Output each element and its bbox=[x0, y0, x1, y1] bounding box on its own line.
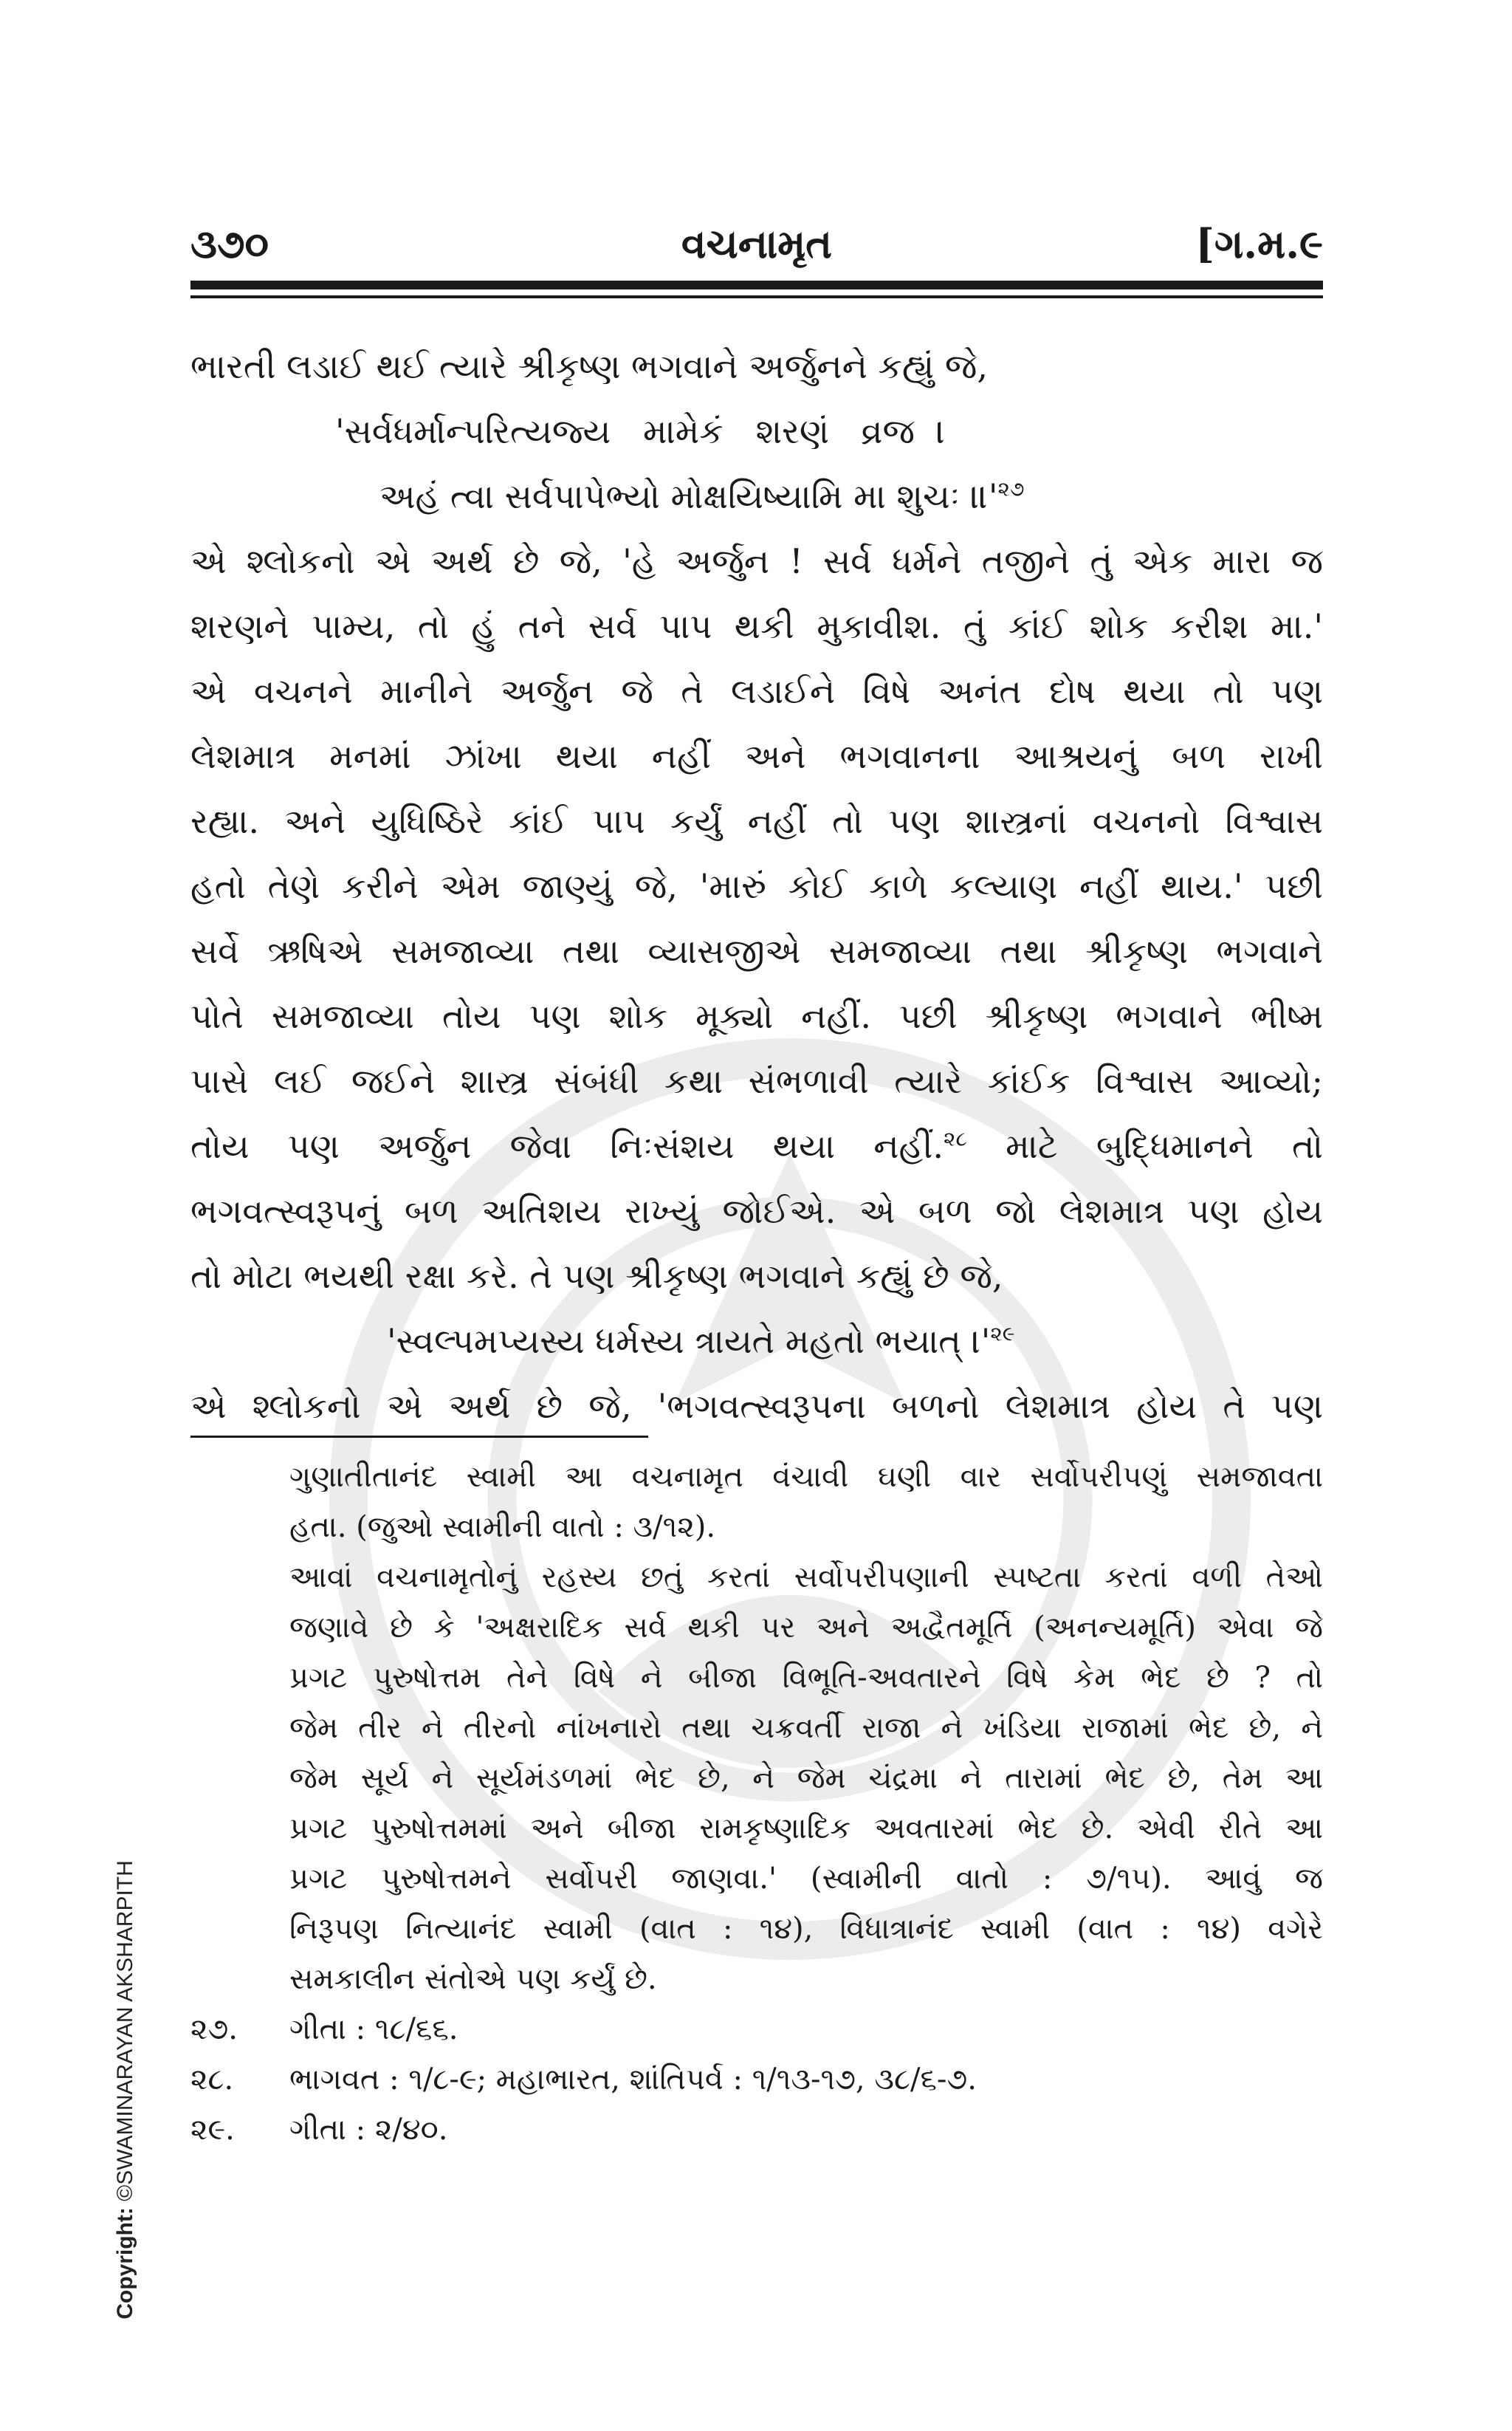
footnote-marker: ૨૯ bbox=[990, 1321, 1015, 1346]
footnote-text: ગીતા : ૨/૪૦. bbox=[289, 2113, 448, 2147]
sanskrit-verse-line bbox=[190, 464, 1323, 529]
text-line: એ શ્લોકનો એ અર્થ છે જે, 'હે અર્જુન ! સર્વ ધર્મને તજીને તું એક મારા જ bbox=[190, 541, 1323, 581]
section-reference: [ગ.મ.૯ bbox=[1195, 220, 1323, 267]
main-text bbox=[190, 334, 1323, 1439]
footnote-line: જણાવે છે કે 'અક્ષરાદિક સર્વ થકી પર અને અદ્વૈતમૂર્તિ (અનન્યમૂર્તિ) એવા જે bbox=[289, 1611, 1323, 1645]
footnote-divider bbox=[190, 1436, 648, 1438]
footnote-marker: ૨૮ bbox=[944, 1126, 967, 1151]
text-line: એ શ્લોકનો એ અર્થ છે જે, 'ભગવત્સ્વરૂપના બળનો લેશમાત્ર હોય તે પણ bbox=[190, 1386, 1323, 1426]
footnote-line: પ્રગટ પુરુષોત્તમ તેને વિષે ને બીજા વિભૂતિ-અવતારને વિષે કેમ ભેદ છે ? તો bbox=[289, 1661, 1323, 1695]
copyright-notice bbox=[113, 1860, 138, 2319]
footnote-number: ૨૯. bbox=[190, 2113, 235, 2147]
verse-text: અહં ત્વા સર્વપાપેભ્યો મોક્ષયિષ્યામિ મા શુચઃ ॥' bbox=[379, 476, 998, 516]
footnote-line: જેમ તીર ને તીરનો નાંખનારો તથા ચક્રવર્તી રાજા ને ખંડિયા રાજામાં ભેદ છે, ને bbox=[289, 1711, 1323, 1745]
text-line: લેશમાત્ર મનમાં ઝાંખા થયા નહીં અને ભગવાનના આશ્રયનું બળ રાખી bbox=[190, 736, 1323, 776]
footnote-paragraph bbox=[289, 1452, 1323, 1552]
text-line: પાસે લઈ જઈને શાસ્ત્ર સંબંધી કથા સંભળાવી ત્યારે કાંઈક વિશ્વાસ આવ્યો; bbox=[190, 1061, 1323, 1101]
text-line: ભારતી લડાઈ થઈ ત્યારે શ્રીકૃષ્ણ ભગવાને અર્જુનને કહ્યું જે, bbox=[190, 346, 988, 386]
footnote-item bbox=[190, 2054, 1323, 2105]
text-line: હતો તેણે કરીને એમ જાણ્યું જે, 'મારું કોઈ કાળે કલ્યાણ નહીં થાય.' પછી bbox=[190, 866, 1323, 906]
text-line: પોતે સમજાવ્યા તોય પણ શોક મૂક્યો નહીં. પછી શ્રીકૃષ્ણ ભગવાને ભીષ્મ bbox=[190, 996, 1323, 1036]
footnote-item bbox=[190, 2105, 1323, 2155]
text-line: તો મોટા ભયથી રક્ષા કરે. તે પણ શ્રીકૃષ્ણ ભગવાને કહ્યું છે જે, bbox=[190, 1256, 1003, 1296]
page-header bbox=[190, 214, 1323, 273]
text-segment: માટે બુદ્ધિમાનને તો bbox=[966, 1126, 1323, 1166]
footnote-line: આવાં વચનામૃતોનું રહસ્ય છતું કરતાં સર્વોપરીપણાની સ્પષ્ટતા કરતાં વળી તેઓ bbox=[289, 1560, 1323, 1594]
header-rule-thick bbox=[190, 281, 1323, 289]
text-line bbox=[190, 1114, 1323, 1179]
footnotes bbox=[190, 1452, 1323, 2155]
footnote-number: ૨૮. bbox=[190, 2063, 234, 2096]
page-number: ૩૭૦ bbox=[190, 220, 269, 267]
footnote-paragraph bbox=[289, 1552, 1323, 2004]
footnote-text: ગીતા : ૧૮/૬૬. bbox=[289, 2012, 458, 2046]
copyright-text: ©SWAMINARAYAN AKSHARPITH bbox=[113, 1860, 137, 2208]
text-line: ભગવત્સ્વરૂપનું બળ અતિશય રાખ્યું જોઈએ. એ બળ જો લેશમાત્ર પણ હોય bbox=[190, 1191, 1323, 1231]
text-line: રહ્યા. અને યુધિષ્ઠિરે કાંઈ પાપ કર્યું નહીં તો પણ શાસ્ત્રનાં વચનનો વિશ્વાસ bbox=[190, 801, 1323, 841]
text-line: સર્વે ઋષિએ સમજાવ્યા તથા વ્યાસજીએ સમજાવ્યા તથા શ્રીકૃષ્ણ ભગવાને bbox=[190, 931, 1323, 971]
text-line: શરણને પામ્ય, તો હું તને સર્વ પાપ થકી મુકાવીશ. તું કાંઈ શોક કરીશ મા.' bbox=[190, 606, 1323, 646]
copyright-label: Copyright: bbox=[113, 2207, 137, 2319]
footnote-line: પ્રગટ પુરુષોત્તમમાં અને બીજા રામકૃષ્ણાદિક અવતારમાં ભેદ છે. એવી રીતે આ bbox=[289, 1811, 1323, 1845]
running-title: વચનામૃત bbox=[681, 220, 833, 267]
footnote-item bbox=[190, 2004, 1323, 2054]
footnote-text: ભાગવત : ૧/૮-૯; મહાભારત, શાંતિપર્વ : ૧/૧૩-૧૭, ૩૮/૬-૭. bbox=[289, 2063, 977, 2096]
header-rule-thin bbox=[190, 295, 1323, 298]
text-segment: તોય પણ અર્જુન જેવા નિઃસંશય થયા નહીં. bbox=[190, 1126, 944, 1166]
text-line: એ વચનને માનીને અર્જુન જે તે લડાઈને વિષે અનંત દોષ થયા તો પણ bbox=[190, 671, 1323, 711]
sanskrit-verse-line bbox=[190, 1309, 1323, 1374]
footnote-line: જેમ સૂર્ય ને સૂર્યમંડળમાં ભેદ છે, ને જેમ ચંદ્રમા ને તારામાં ભેદ છે, તેમ આ bbox=[289, 1761, 1323, 1795]
footnote-line: સમકાલીન સંતોએ પણ કર્યું છે. bbox=[289, 1962, 657, 1996]
footnote-marker: ૨૭ bbox=[997, 476, 1025, 501]
footnote-line: નિરૂપણ નિત્યાનંદ સ્વામી (વાત : ૧૪), વિધાત્રાનંદ સ્વામી (વાત : ૧૪) વગેરે bbox=[289, 1912, 1323, 1946]
footnote-line: ગુણાતીતાનંદ સ્વામી આ વચનામૃત વંચાવી ઘણી વાર સર્વોપરીપણું સમજાવતા bbox=[289, 1460, 1323, 1494]
footnote-line: હતા. (જુઓ સ્વામીની વાતો : ૩/૧૨). bbox=[289, 1510, 716, 1544]
footnote-number: ૨૭. bbox=[190, 2012, 238, 2046]
footnote-line: પ્રગટ પુરુષોત્તમને સર્વોપરી જાણવા.' (સ્વામીની વાતો : ૭/૧૫). આવું જ bbox=[289, 1862, 1323, 1896]
verse-text: 'સ્વલ્પમપ્યસ્ય ધર્મસ્ય ત્રાયતે મહતો ભયાત્ ।' bbox=[387, 1321, 991, 1361]
sanskrit-verse-line: 'સર્વધર્માન્પરિત્યજ્ય મામેકં શરણં વ્રજ । bbox=[335, 411, 946, 451]
